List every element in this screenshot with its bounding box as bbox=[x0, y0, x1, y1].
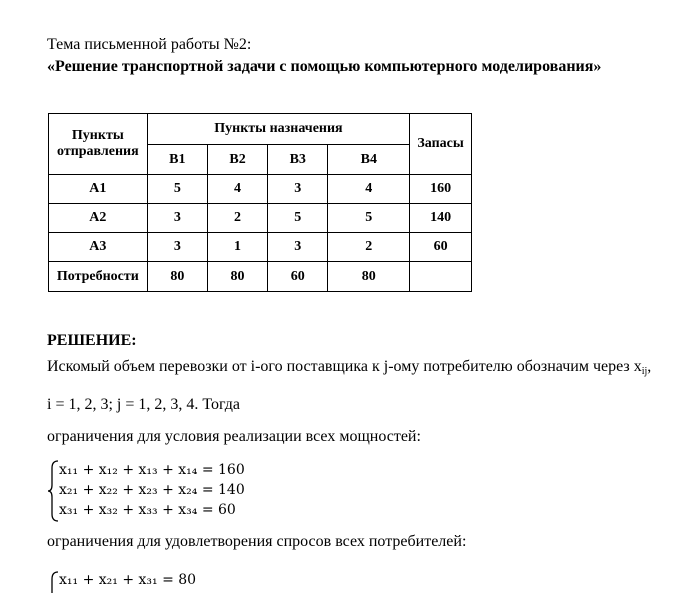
cost-cell: 2 bbox=[328, 233, 410, 262]
table-row bbox=[49, 204, 472, 233]
equation: x₁₁ + x₂₁ + x₃₁ = 80 bbox=[59, 572, 197, 588]
stock-cell: 60 bbox=[410, 233, 472, 262]
cost-cell: 3 bbox=[147, 204, 207, 233]
dest-label: B2 bbox=[207, 145, 267, 175]
cost-cell: 5 bbox=[147, 175, 207, 204]
stock-header: Запасы bbox=[410, 114, 472, 175]
demand-constraints bbox=[59, 570, 196, 590]
cost-cell: 2 bbox=[207, 204, 267, 233]
cost-cell: 3 bbox=[147, 233, 207, 262]
cost-cell: 4 bbox=[328, 175, 410, 204]
table-row bbox=[49, 262, 472, 292]
solution-text-1-sub: ij bbox=[641, 366, 648, 377]
stock-cell: 160 bbox=[410, 175, 472, 204]
cost-cell: 4 bbox=[207, 175, 267, 204]
dest-label: B4 bbox=[328, 145, 410, 175]
table-row bbox=[49, 233, 472, 262]
solution-text-4: ограничения для удовлетворения спросов всех потребителей: bbox=[47, 533, 467, 550]
origin-label: A2 bbox=[49, 204, 148, 233]
dest-label: B1 bbox=[147, 145, 207, 175]
cost-cell: 3 bbox=[268, 233, 328, 262]
document-subtitle: «Решение транспортной задачи с помощью компьютерного моделирования» bbox=[47, 58, 602, 75]
equation: x₂₁ + x₂₂ + x₂₃ + x₂₄ = 140 bbox=[59, 482, 245, 498]
table-corner-label: Пункты отправления bbox=[49, 114, 148, 175]
demand-cell: 60 bbox=[268, 262, 328, 292]
origin-label: A3 bbox=[49, 233, 148, 262]
demand-cell: 80 bbox=[328, 262, 410, 292]
dest-label: B3 bbox=[268, 145, 328, 175]
origin-label: A1 bbox=[49, 175, 148, 204]
solution-text-2: i = 1, 2, 3; j = 1, 2, 3, 4. Тогда bbox=[47, 396, 240, 413]
empty-cell bbox=[410, 262, 472, 292]
solution-text-1-main: Искомый объем перевозки от i-ого поставщика к j-ому потребителю обозначим через x bbox=[47, 358, 642, 375]
table-row bbox=[49, 175, 472, 204]
transport-table bbox=[48, 113, 472, 292]
stock-cell: 140 bbox=[410, 204, 472, 233]
destinations-header: Пункты назначения bbox=[147, 114, 410, 145]
supply-constraints bbox=[59, 460, 245, 520]
left-brace-icon bbox=[47, 571, 59, 593]
solution-text-3: ограничения для условия реализации всех мощностей: bbox=[47, 428, 421, 445]
document-title: Тема письменной работы №2: bbox=[47, 36, 252, 53]
cost-cell: 1 bbox=[207, 233, 267, 262]
demand-cell: 80 bbox=[207, 262, 267, 292]
equation: x₁₁ + x₁₂ + x₁₃ + x₁₄ = 160 bbox=[59, 462, 245, 478]
solution-heading: РЕШЕНИЕ: bbox=[47, 332, 137, 349]
left-brace-icon bbox=[47, 460, 59, 522]
equation: x₃₁ + x₃₂ + x₃₃ + x₃₄ = 60 bbox=[59, 502, 236, 518]
cost-cell: 5 bbox=[328, 204, 410, 233]
demand-label: Потребности bbox=[49, 262, 148, 292]
solution-text-1 bbox=[47, 358, 651, 377]
demand-cell: 80 bbox=[147, 262, 207, 292]
cost-cell: 5 bbox=[268, 204, 328, 233]
solution-text-1-end: , bbox=[647, 358, 652, 375]
cost-cell: 3 bbox=[268, 175, 328, 204]
